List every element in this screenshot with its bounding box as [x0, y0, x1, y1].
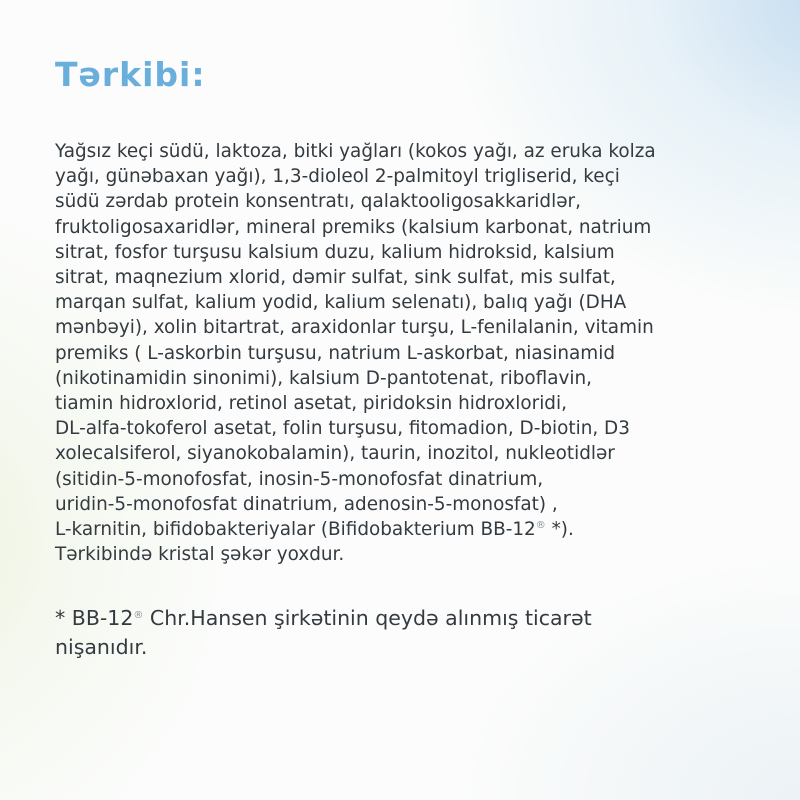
ingredients-line: mənbəyi), xolin bitartrat, araxidonlar turşu, L-fenilalanin, vitamin — [55, 317, 654, 339]
footnote-line — [55, 604, 755, 633]
ingredients-line: marqan sulfat, kalium yodid, kalium selenatı), balıq yağı (DHA — [55, 292, 627, 314]
footnote-mark: * BB-12 — [55, 606, 134, 630]
ingredients-line: tiamin hidroxlorid, retinol asetat, piridoksin hidroxloridi, — [55, 393, 567, 415]
registered-mark: ® — [133, 610, 144, 621]
ingredients-line: Yağsız keçi südü, laktoza, bitki yağları (kokos yağı, az eruka kolza — [55, 141, 656, 162]
ingredients-line: uridin-5-monofosfat dinatrium, adenosin-5-monosfat) , — [55, 493, 558, 515]
footnote-text: Chr.Hansen şirkətinin qeydə alınmış ticarət — [143, 606, 592, 630]
footnote-line: nişanıdır. — [55, 635, 148, 659]
ingredients-line: yağı, günəbaxan yağı), 1,3-dioleol 2-palmitoyl trigliserid, keçi — [55, 166, 620, 188]
bifido-text: L-karnitin, bifidobakteriyalar (Bifidobakterium BB-12 — [55, 519, 536, 541]
ingredients-line: fruktoligosaxaridlər, mineral premiks (kalsium karbonat, natrium — [55, 216, 652, 238]
no-sugar-note: Tərkibində kristal şəkər yoxdur. — [55, 544, 345, 566]
ingredients-line: südü zərdab protein konsentratı, qalaktooligosakkaridlər, — [55, 191, 581, 213]
ingredients-text — [55, 139, 755, 567]
ingredients-line: xolecalsiferol, siyanokobalamin), taurin, inozitol, nukleotidlər — [55, 443, 615, 465]
trademark-footnote — [55, 604, 755, 662]
page-title: Tərkibi: — [55, 55, 206, 94]
ingredients-line: sitrat, fosfor turşusu kalsium duzu, kalium hidroksid, kalsium — [55, 241, 615, 263]
ingredients-line: (nikotinamidin sinonimi), kalsium D-pantotenat, riboflavin, — [55, 367, 592, 389]
registered-mark: ® — [535, 520, 546, 532]
ingredients-line: sitrat, maqnezium xlorid, dəmir sulfat, sink sulfat, mis sulfat, — [55, 267, 616, 289]
bifido-text-end: *). — [545, 519, 574, 541]
ingredients-line: (sitidin-5-monofosfat, inosin-5-monofosfat dinatrium, — [55, 468, 544, 490]
ingredients-line: DL-alfa-tokoferol asetat, folin turşusu, fitomadion, D-biotin, D3 — [55, 418, 630, 440]
ingredients-line-bifido — [55, 517, 755, 542]
ingredients-line: premiks ( L-askorbin turşusu, natrium L-askorbat, niasinamid — [55, 342, 615, 364]
